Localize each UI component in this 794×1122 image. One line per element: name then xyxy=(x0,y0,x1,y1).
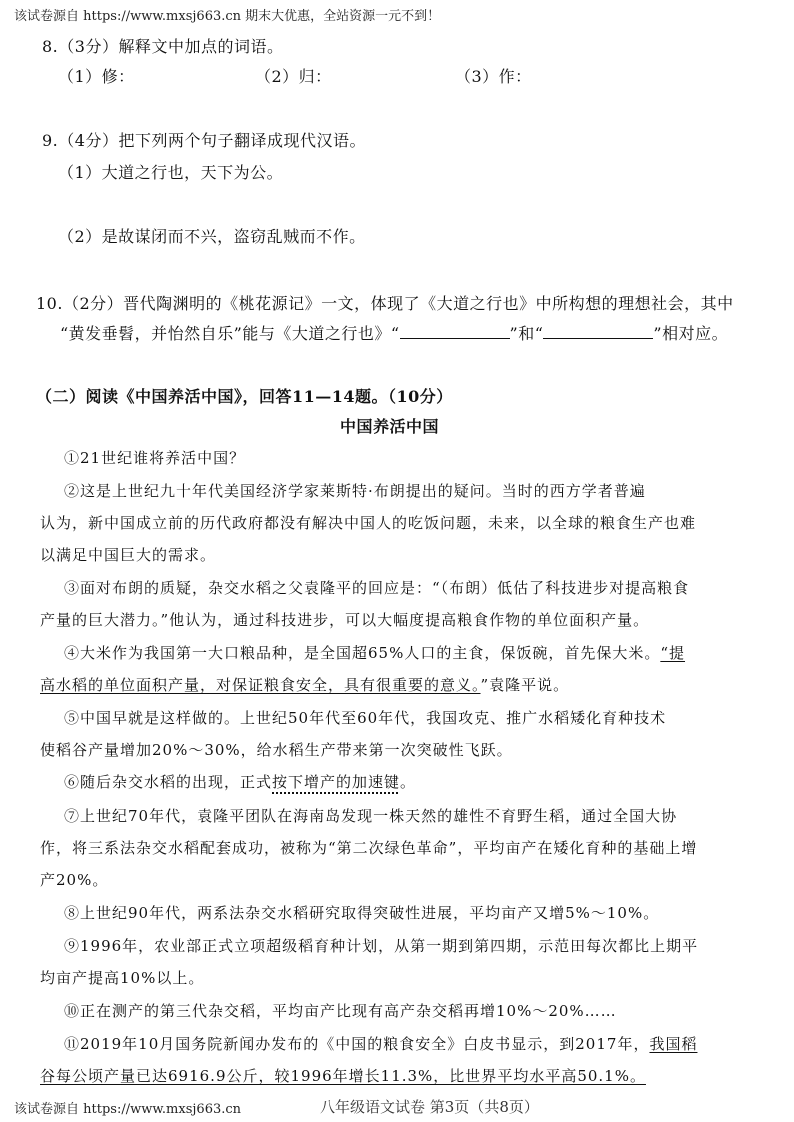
para-9-line-1: ⑨1996年，农业部正式立项超级稻育种计划，从第一期到第四期，示范田每次都比上期平 xyxy=(64,937,699,955)
para-11-line-2: 谷每公顷产量已达6916.9公斤，较1996年增长11.3%，比世界平均水平高50.1%。 xyxy=(40,1067,646,1085)
q10-line-2-b: ”和“ xyxy=(509,324,544,343)
para-9-line-2: 均亩产提高10%以上。 xyxy=(40,969,205,987)
para-4-quote-underlined: 高水稻的单位面积产量，对保证粮食安全，具有很重要的意义。 xyxy=(40,676,481,694)
answer-blank-2[interactable] xyxy=(543,324,653,339)
para-7-line-1: ⑦上世纪70年代，袁隆平团队在海南岛发现一株天然的雄性不育野生稻，通过全国大协 xyxy=(64,807,678,825)
q8-stem: 8.（3分）解释文中加点的词语。 xyxy=(42,37,284,56)
q9-item-1: （1）大道之行也，天下为公。 xyxy=(58,163,284,182)
q10-line-2-a: “黄发垂髫，并怡然自乐”能与《大道之行也》“ xyxy=(60,324,400,343)
page-footer: 八年级语文试卷 第3页（共8页） xyxy=(320,1098,539,1116)
para-7-line-3: 产20%。 xyxy=(40,871,109,889)
q9-item-2: （2）是故谋闭而不兴，盗窃乱贼而不作。 xyxy=(58,227,366,246)
para-3-line-2: 产量的巨大潜力。”他认为，通过科技进步，可以大幅度提高粮食作物的单位面积产量。 xyxy=(40,611,650,629)
para-4-line-1-a: ④大米作为我国第一大口粮品种，是全国超65%人口的主食，保饭碗，首先保大米。 xyxy=(64,644,661,662)
q9-stem: 9.（4分）把下列两个句子翻译成现代汉语。 xyxy=(42,131,366,150)
para-2-line-1: ②这是上世纪九十年代美国经济学家莱斯特·布朗提出的疑问。当时的西方学者普遍 xyxy=(64,482,646,500)
para-4-line-2-b: ”袁隆平说。 xyxy=(480,676,570,694)
para-2-line-3: 以满足中国巨大的需求。 xyxy=(40,546,217,564)
watermark-bottom: 该试卷源自 https://www.mxsj663.cn xyxy=(14,1102,242,1117)
q8-item-1: （1）修： xyxy=(58,67,135,86)
watermark-top: 该试卷源自 https://www.mxsj663.cn 期末大优惠，全站资源一元不到！ xyxy=(14,9,441,24)
para-6-a: ⑥随后杂交水稻的出现，正式 xyxy=(64,773,273,791)
q10-line-1: 10.（2分）晋代陶渊明的《桃花源记》一文，体现了《大道之行也》中所构想的理想社会，其中 xyxy=(36,294,734,313)
answer-blank-1[interactable] xyxy=(400,324,510,339)
para-1: ①21世纪谁将养活中国？ xyxy=(64,449,246,467)
para-6 xyxy=(64,771,416,792)
para-4-quote-start: “提 xyxy=(660,644,686,662)
q8-item-2: （2）归： xyxy=(255,67,332,86)
para-4-line-2 xyxy=(40,674,569,695)
para-6-c: 。 xyxy=(400,773,417,791)
para-6-dotted-phrase: 按下增产的加速键 xyxy=(272,773,401,791)
para-11-line-1-a: ⑪2019年10月国务院新闻办发布的《中国的粮食安全》白皮书显示，到2017年， xyxy=(64,1035,650,1053)
para-5-line-2: 使稻谷产量增加20%～30%，给水稻生产带来第一次突破性飞跃。 xyxy=(40,741,513,759)
para-7-line-2: 作，将三系法杂交水稻配套成功，被称为“第二次绿色革命”，平均亩产在矮化育种的基础上增 xyxy=(40,839,698,857)
q10-line-2 xyxy=(60,321,728,344)
q10-line-2-c: ”相对应。 xyxy=(653,324,729,343)
para-10: ⑩正在测产的第三代杂交稻，平均亩产比现有高产杂交稻再增10%～20%…… xyxy=(64,1002,617,1020)
para-2-line-2: 认为，新中国成立前的历代政府都没有解决中国人的吃饭问题，未来，以全球的粮食生产也难 xyxy=(40,514,697,532)
para-3-line-1: ③面对布朗的质疑，杂交水稻之父袁隆平的回应是：“（布朗）低估了科技进步对提高粮食 xyxy=(64,579,690,597)
para-4-line-1 xyxy=(64,642,685,663)
para-11-underlined-start: 我国稻 xyxy=(649,1035,698,1053)
section-header: （二）阅读《中国养活中国》，回答11—14题。（10分） xyxy=(36,387,453,406)
para-5-line-1: ⑤中国早就是这样做的。上世纪50年代至60年代，我国攻克、推广水稻矮化育种技术 xyxy=(64,709,667,727)
para-11-line-1 xyxy=(64,1033,697,1054)
q8-item-3: （3）作： xyxy=(455,67,532,86)
article-title: 中国养活中国 xyxy=(340,417,440,436)
para-8: ⑧上世纪90年代，两系法杂交水稻研究取得突破性进展，平均亩产又增5%～10%。 xyxy=(64,904,660,922)
